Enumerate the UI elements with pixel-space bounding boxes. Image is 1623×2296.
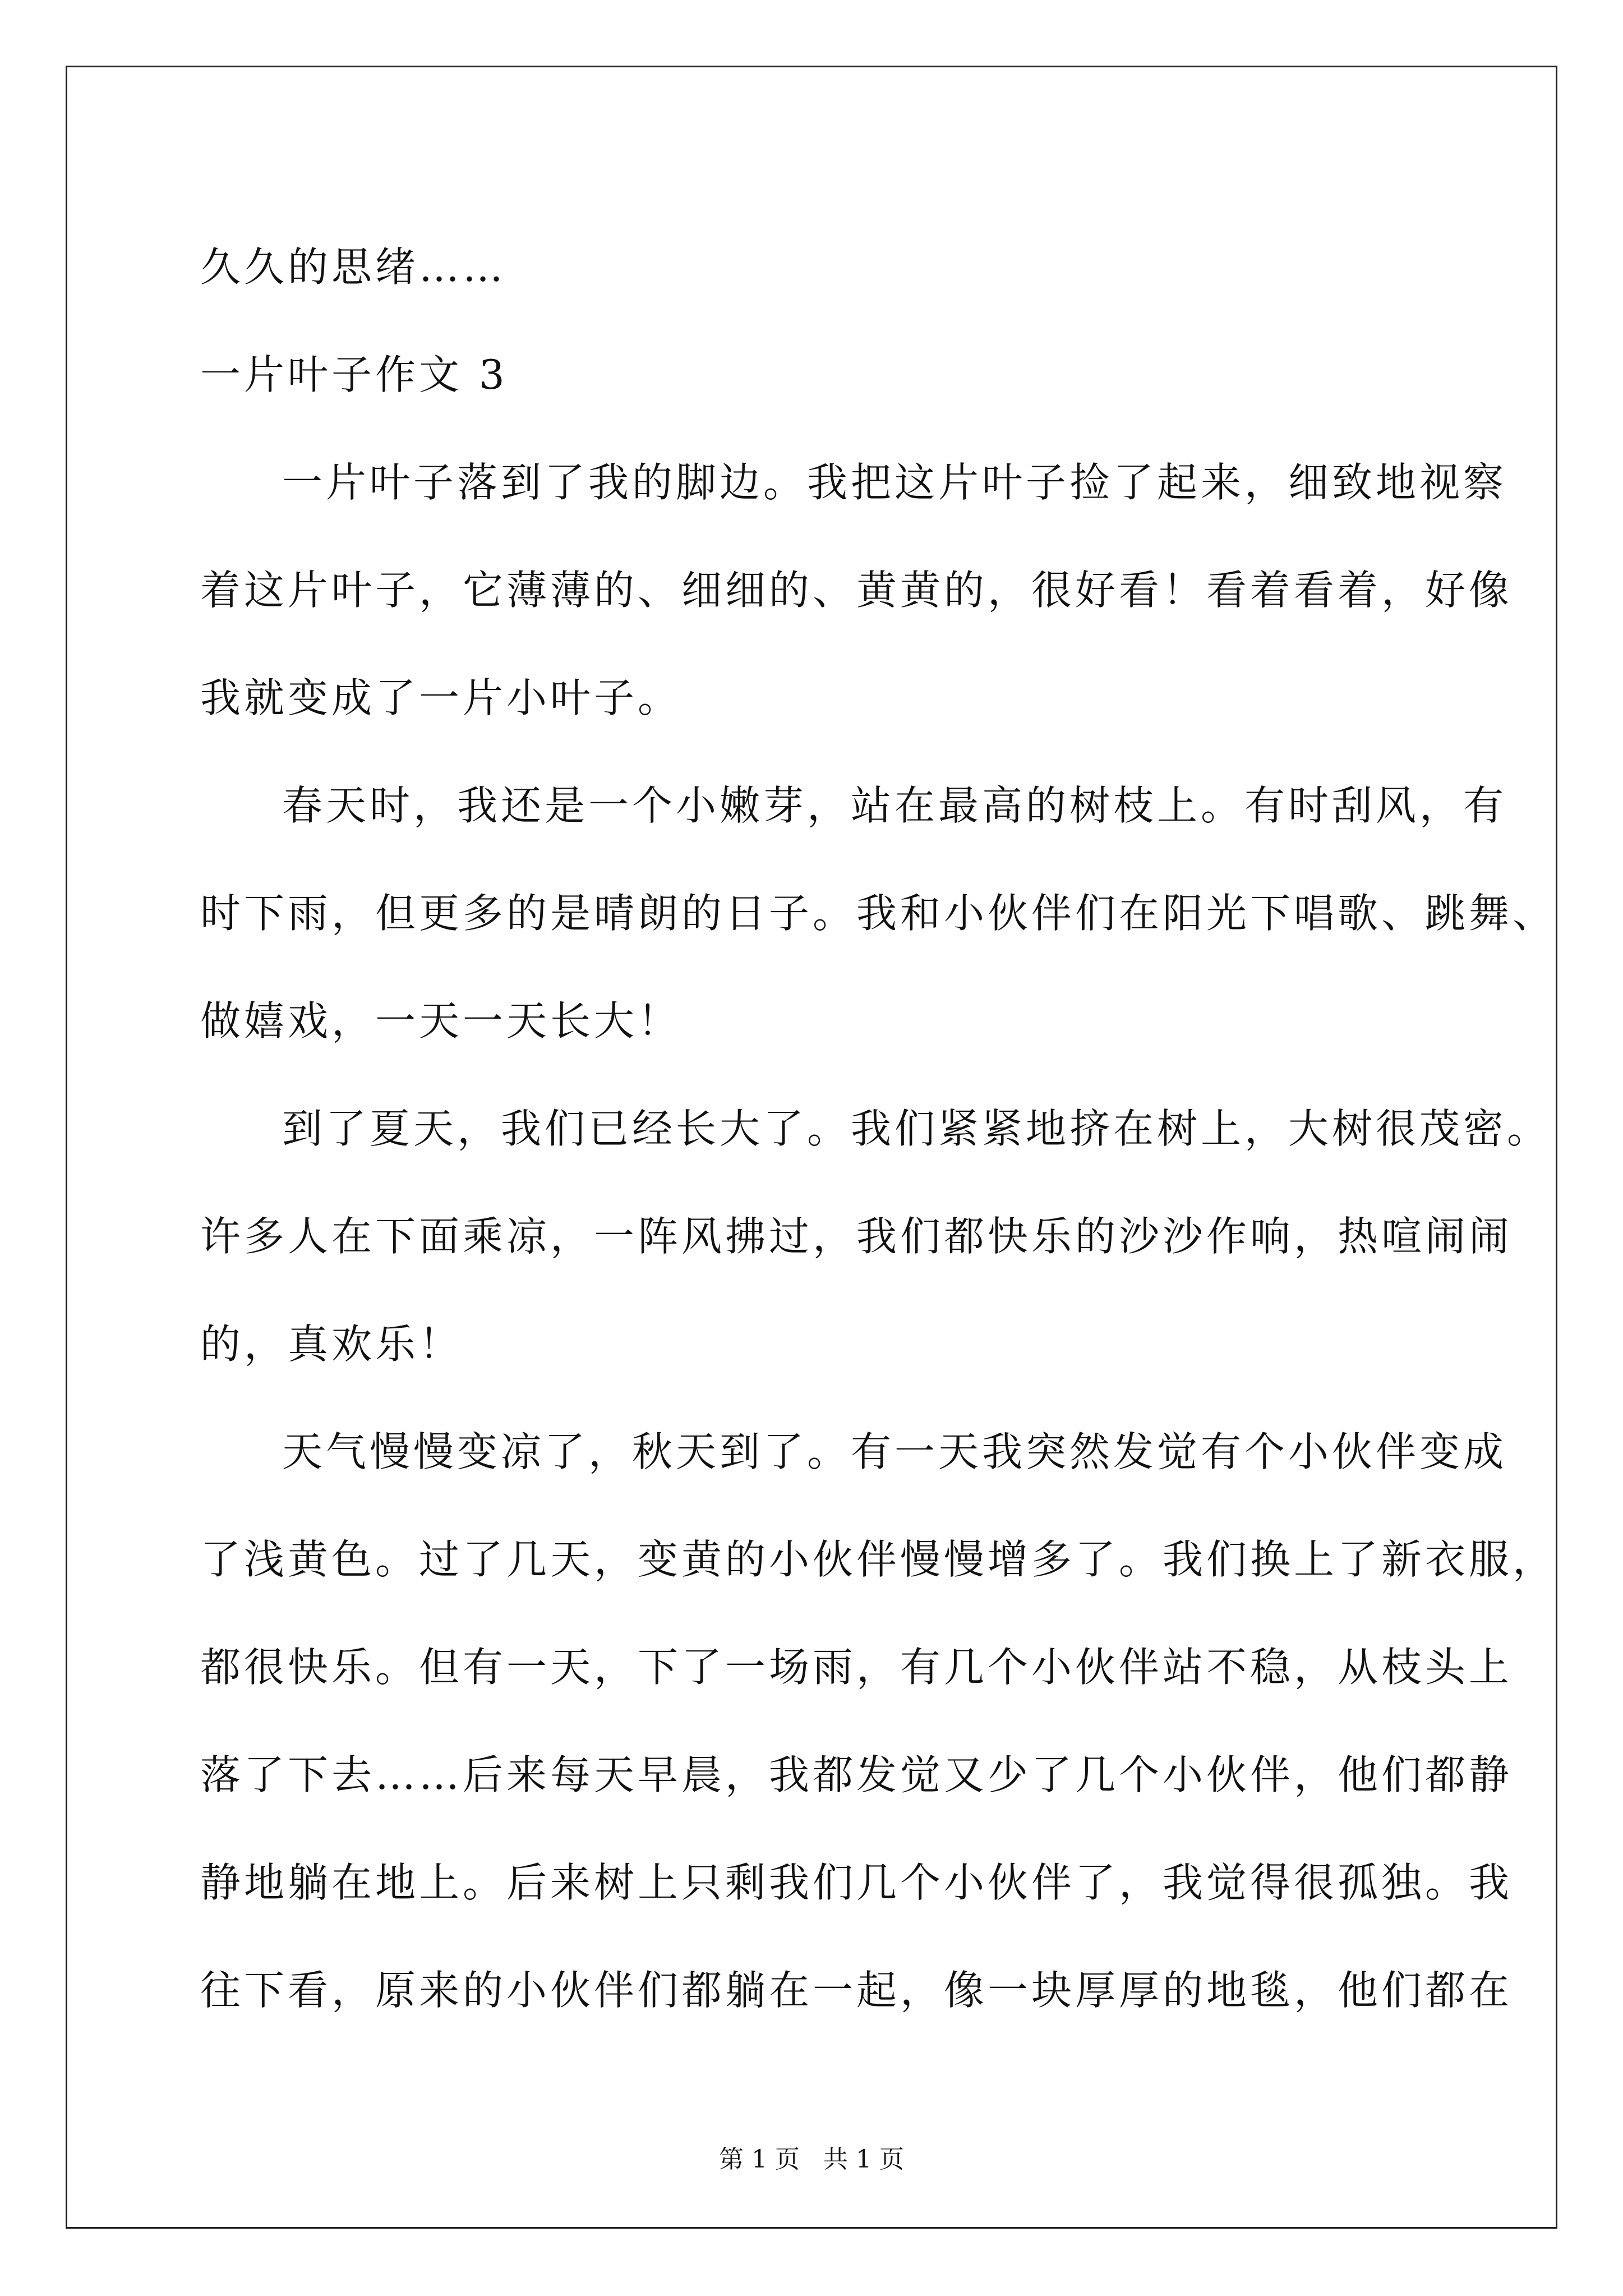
paragraph-4-line-1: 天气慢慢变凉了，秋天到了。有一天我突然发觉有个小伙伴变成 xyxy=(282,1428,1507,1475)
paragraph-1-line-3: 我就变成了一片小叶子。 xyxy=(200,674,682,721)
paragraph-4-line-6: 往下看，原来的小伙伴们都躺在一起，像一块厚厚的地毯，他们都在 xyxy=(200,1967,1513,2014)
paragraph-3-line-1: 到了夏天，我们已经长大了。我们紧紧地挤在树上，大树很茂密。 xyxy=(282,1105,1551,1152)
paragraph-4-line-2: 了浅黄色。过了几天，变黄的小伙伴慢慢增多了。我们换上了新衣服， xyxy=(200,1536,1557,1583)
paragraph-3-line-3: 的，真欢乐！ xyxy=(200,1320,463,1368)
paragraph-4-line-5: 静地躺在地上。后来树上只剩我们几个小伙伴了，我觉得很孤独。我 xyxy=(200,1859,1513,1906)
paragraph-3-line-2: 许多人在下面乘凉，一阵风拂过，我们都快乐的沙沙作响，热喧闹闹 xyxy=(200,1213,1513,1260)
paragraph-4-line-4: 落了下去……后来每天早晨，我都发觉又少了几个小伙伴，他们都静 xyxy=(200,1751,1513,1798)
essay-title: 一片叶子作文 3 xyxy=(200,351,508,398)
page-number-footer: 第 1 页 共 1 页 xyxy=(719,2145,904,2174)
paragraph-2-line-3: 做嬉戏，一天一天长大！ xyxy=(200,997,682,1045)
paragraph-2-line-1: 春天时，我还是一个小嫩芽，站在最高的树枝上。有时刮风，有 xyxy=(282,782,1507,829)
paragraph-1-line-2: 着这片叶子，它薄薄的、细细的、黄黄的，很好看！看着看着，好像 xyxy=(200,567,1513,614)
text-line: 久久的思绪…… xyxy=(200,243,507,291)
paragraph-2-line-2: 时下雨，但更多的是晴朗的日子。我和小伙伴们在阳光下唱歌、跳舞、 xyxy=(200,890,1557,937)
document-body xyxy=(200,213,1557,2044)
paragraph-1-line-1: 一片叶子落到了我的脚边。我把这片叶子捡了起来，细致地视察 xyxy=(282,459,1507,506)
paragraph-4-line-3: 都很快乐。但有一天，下了一场雨，有几个小伙伴站不稳，从枝头上 xyxy=(200,1644,1513,1691)
